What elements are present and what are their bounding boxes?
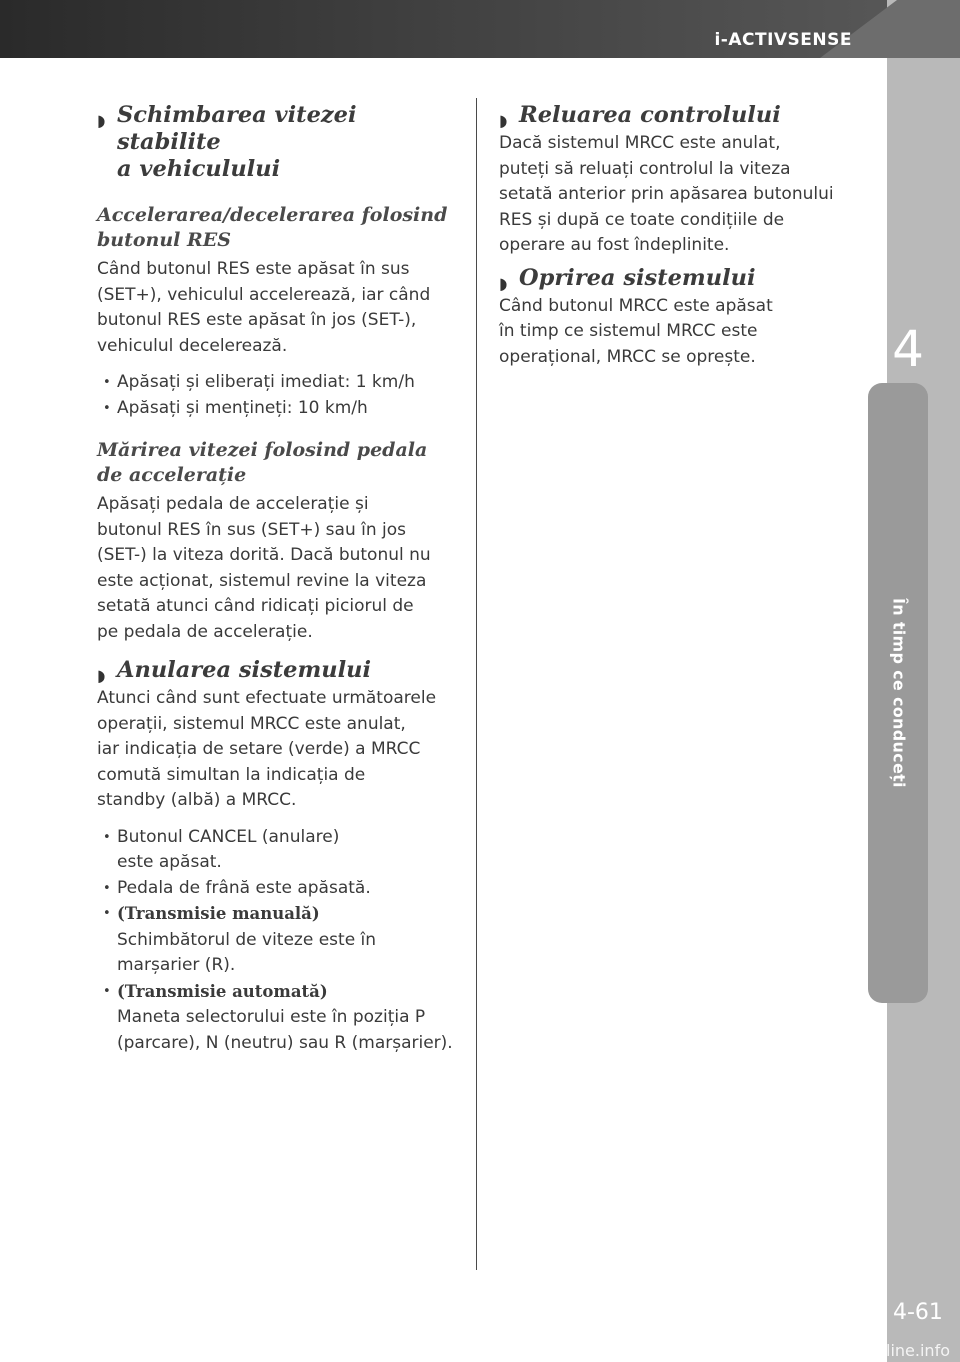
section-heading: ◗ Anularea sistemului: [97, 657, 465, 684]
section-heading: ◗ Oprirea sistemului: [499, 265, 861, 292]
list-item: • Apăsați și eliberați imediat: 1 km/h: [117, 370, 465, 396]
section-marker-icon: ◗: [499, 111, 508, 130]
list-item: • Pedala de frână este apăsată.: [117, 876, 465, 902]
header-title: i-ACTIVSENSE: [714, 30, 852, 50]
paragraph: Apăsați pedala de accelerație și butonul RES în sus (SET+) sau în jos (SET-) la viteza dorită. Dacă butonul nu este acționat, sistemul revine la viteza setată atunci când ridicați piciorul de pe pedala de accelerație.: [97, 494, 431, 642]
section-heading: ◗ Reluarea controlului: [499, 102, 861, 129]
section-marker-icon: ◗: [499, 273, 508, 293]
list-item: • (Transmisie manuală) Schimbătorul de viteze este în marșarier (R).: [117, 901, 465, 979]
heading-line: Schimbarea vitezei stabilite: [117, 102, 357, 155]
page-number: 4-61: [893, 1300, 943, 1325]
subsection-heading: Accelerarea/decelerarea folosind butonul RES: [97, 204, 448, 251]
paragraph: Atunci când sunt efectuate următoarele operații, sistemul MRCC este anulat, iar indicația de setare (verde) a MRCC comută simultan la indicația de standby (albă) a MRCC.: [97, 688, 437, 810]
paragraph: Când butonul MRCC este apăsat în timp ce sistemul MRCC este operațional, MRCC se oprește.: [499, 295, 773, 367]
column-divider: [476, 98, 477, 1270]
list-item: • (Transmisie automată) Maneta selectorului este în poziția P (parcare), N (neutru) sau R (marșarier).: [117, 979, 465, 1057]
section-marker-icon: ◗: [97, 111, 106, 130]
right-column: [499, 102, 861, 370]
chapter-number: 4: [892, 320, 924, 378]
list-item: • Apăsați și mențineți: 10 km/h: [117, 396, 465, 422]
heading-line: a vehiculului: [117, 156, 281, 182]
section-marker-icon: ◗: [97, 666, 106, 685]
left-column: [97, 102, 465, 1056]
watermark: carmanualsonline.info: [772, 1341, 950, 1360]
list-item: • Butonul CANCEL (anulare) este apăsat.: [117, 825, 465, 876]
section-heading: [97, 102, 465, 183]
subsection-heading: Mărirea vitezei folosind pedala de accelerație: [97, 439, 428, 486]
paragraph: Dacă sistemul MRCC este anulat, puteți să reluați controlul la viteza setată anterior prin apăsarea butonului RES și după ce toate condițiile de operare au fost îndeplinite.: [499, 133, 834, 255]
chapter-title: În timp ce conduceți: [889, 598, 909, 788]
bullet-list: [97, 825, 465, 1057]
bullet-list: [97, 370, 465, 421]
paragraph: Când butonul RES este apăsat în sus (SET+), vehiculul accelerează, iar când butonul RES este apăsat în jos (SET-), vehiculul decelerează.: [97, 259, 431, 356]
